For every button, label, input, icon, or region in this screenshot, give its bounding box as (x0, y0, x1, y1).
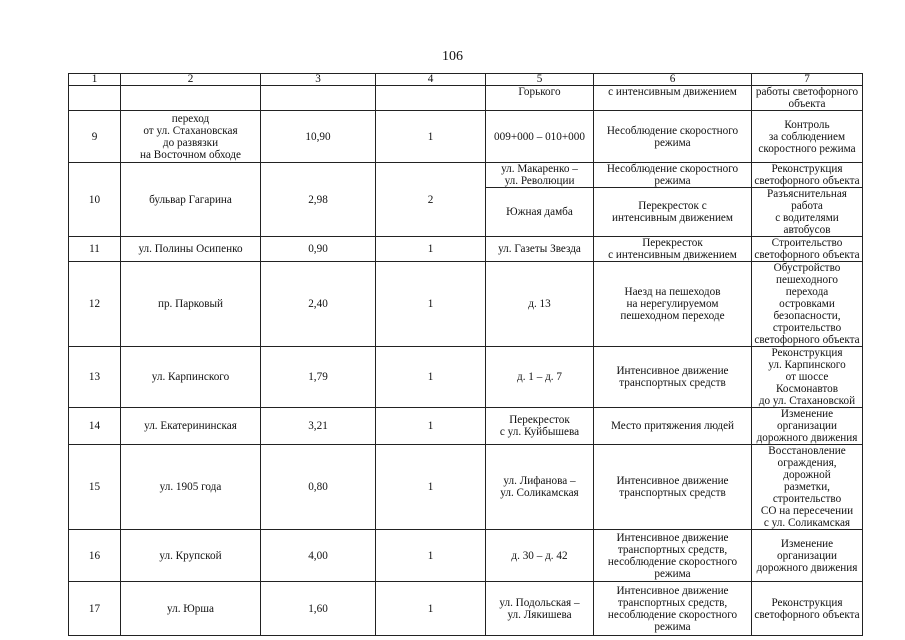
accident-cause: Наезд на пешеходов на нерегулируемом пешеходном переходе (594, 262, 752, 347)
site-location: 009+000 – 010+000 (486, 111, 594, 163)
site-location: ул. Газеты Звезда (486, 237, 594, 262)
road-name: ул. Полины Осипенко (121, 237, 261, 262)
table-cell (69, 86, 121, 111)
table-row (69, 237, 863, 262)
road-length: 1,79 (261, 347, 376, 408)
planned-measure: Разъяснительная работа с водителями автобусов (752, 188, 863, 237)
site-location: д. 30 – д. 42 (486, 530, 594, 582)
site-location: д. 13 (486, 262, 594, 347)
road-name: бульвар Гагарина (121, 163, 261, 237)
table-row (69, 111, 863, 163)
page-number: 106 (442, 49, 463, 64)
table-cell: Горького (486, 86, 594, 111)
row-number: 17 (69, 582, 121, 636)
road-name: ул. 1905 года (121, 445, 261, 530)
column-number-row (69, 74, 863, 86)
planned-measure: Реконструкция ул. Карпинского от шоссе Космонавтов до ул. Стахановской (752, 347, 863, 408)
column-number: 5 (486, 74, 594, 86)
accident-cause: Интенсивное движение транспортных средств, несоблюдение скоростного режима (594, 530, 752, 582)
site-count: 1 (376, 347, 486, 408)
planned-measure: Реконструкция светофорного объекта (752, 582, 863, 636)
road-name: ул. Крупской (121, 530, 261, 582)
continuation-row (69, 86, 863, 111)
site-location: ул. Подольская – ул. Лякишева (486, 582, 594, 636)
site-count: 1 (376, 445, 486, 530)
table-cell (376, 86, 486, 111)
site-location: Южная дамба (486, 188, 594, 237)
row-number: 16 (69, 530, 121, 582)
row-number: 12 (69, 262, 121, 347)
accident-sites-table (68, 73, 863, 636)
table-row (69, 582, 863, 636)
table-row (69, 163, 863, 188)
site-location: ул. Лифанова – ул. Соликамская (486, 445, 594, 530)
accident-cause: Несоблюдение скоростного режима (594, 163, 752, 188)
accident-cause: Несоблюдение скоростного режима (594, 111, 752, 163)
row-number: 9 (69, 111, 121, 163)
row-number: 15 (69, 445, 121, 530)
road-length: 0,80 (261, 445, 376, 530)
road-length: 2,98 (261, 163, 376, 237)
table-row (69, 262, 863, 347)
accident-cause: Интенсивное движение транспортных средств (594, 445, 752, 530)
table-row (69, 347, 863, 408)
planned-measure: Обустройство пешеходного перехода островками безопасности, строительство светофорного объекта (752, 262, 863, 347)
planned-measure: Строительство светофорного объекта (752, 237, 863, 262)
road-length: 2,40 (261, 262, 376, 347)
row-number: 14 (69, 408, 121, 445)
site-location: ул. Макаренко – ул. Революции (486, 163, 594, 188)
planned-measure: Реконструкция светофорного объекта (752, 163, 863, 188)
site-location: Перекресток с ул. Куйбышева (486, 408, 594, 445)
table-cell: работы светофорного объекта (752, 86, 863, 111)
planned-measure: Изменение организации дорожного движения (752, 530, 863, 582)
road-length: 10,90 (261, 111, 376, 163)
planned-measure: Восстановление ограждения, дорожной разметки, строительство СО на пересечении с ул. Соликамская (752, 445, 863, 530)
table-row (69, 445, 863, 530)
table-cell: с интенсивным движением (594, 86, 752, 111)
column-number: 6 (594, 74, 752, 86)
column-number: 4 (376, 74, 486, 86)
column-number: 1 (69, 74, 121, 86)
road-name: пр. Парковый (121, 262, 261, 347)
row-number: 10 (69, 163, 121, 237)
road-length: 4,00 (261, 530, 376, 582)
road-name: ул. Екатерининская (121, 408, 261, 445)
site-count: 1 (376, 111, 486, 163)
road-length: 3,21 (261, 408, 376, 445)
accident-cause: Перекресток с интенсивным движением (594, 188, 752, 237)
table-row (69, 408, 863, 445)
planned-measure: Контроль за соблюдением скоростного режима (752, 111, 863, 163)
row-number: 11 (69, 237, 121, 262)
table-cell (121, 86, 261, 111)
accident-cause: Место притяжения людей (594, 408, 752, 445)
site-count: 1 (376, 237, 486, 262)
accident-cause: Интенсивное движение транспортных средств, несоблюдение скоростного режима (594, 582, 752, 636)
site-count: 1 (376, 408, 486, 445)
accident-cause: Перекресток с интенсивным движением (594, 237, 752, 262)
road-name: ул. Юрша (121, 582, 261, 636)
accident-cause: Интенсивное движение транспортных средств (594, 347, 752, 408)
road-name: переход от ул. Стахановская до развязки на Восточном обходе (121, 111, 261, 163)
table-row (69, 530, 863, 582)
row-number: 13 (69, 347, 121, 408)
column-number: 3 (261, 74, 376, 86)
road-length: 1,60 (261, 582, 376, 636)
site-count: 1 (376, 582, 486, 636)
column-number: 2 (121, 74, 261, 86)
road-name: ул. Карпинского (121, 347, 261, 408)
road-length: 0,90 (261, 237, 376, 262)
site-count: 2 (376, 163, 486, 237)
column-number: 7 (752, 74, 863, 86)
site-count: 1 (376, 262, 486, 347)
site-location: д. 1 – д. 7 (486, 347, 594, 408)
table-cell (261, 86, 376, 111)
planned-measure: Изменение организации дорожного движения (752, 408, 863, 445)
site-count: 1 (376, 530, 486, 582)
